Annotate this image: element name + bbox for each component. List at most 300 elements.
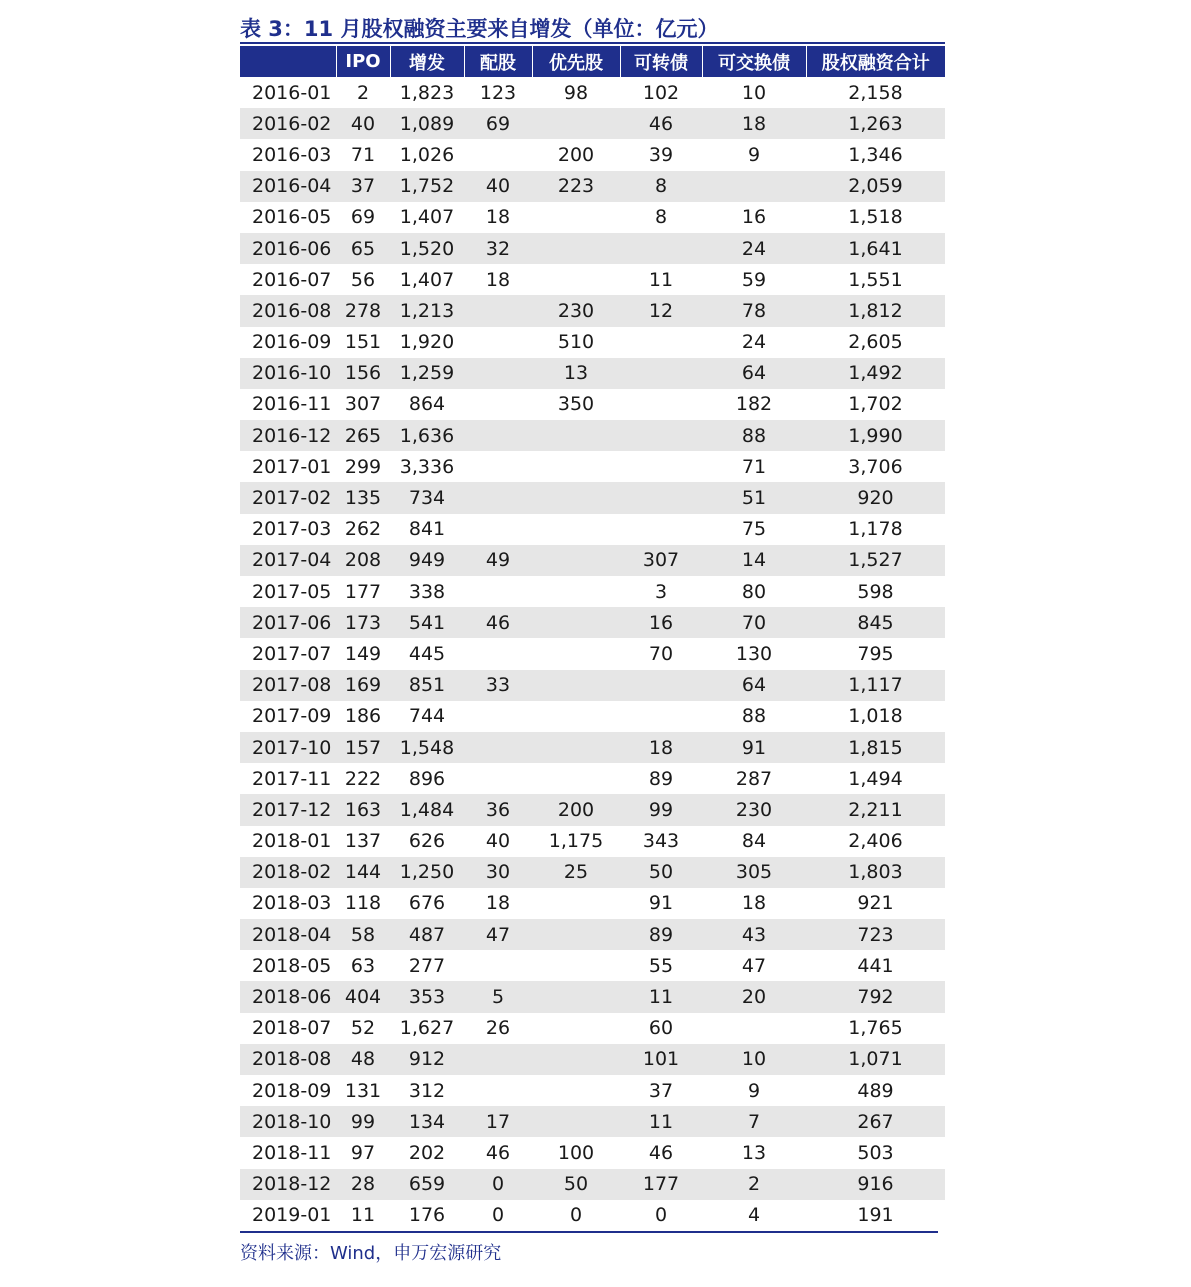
convertible-bond-cell: 70	[648, 642, 674, 665]
additional-issuance-cell: 864	[408, 393, 446, 416]
date-cell: 2019-01	[252, 1204, 332, 1227]
date-cell: 2017-04	[240, 545, 336, 576]
table-row	[240, 1075, 945, 1106]
ipo-cell: 135	[336, 482, 390, 513]
exchangeable-bond-cell: 88	[702, 420, 806, 451]
additional-issuance-cell: 445	[408, 642, 446, 665]
exchangeable-bond-cell: 287	[735, 767, 773, 790]
table-row	[240, 139, 945, 170]
date-cell: 2016-11	[252, 393, 332, 416]
rights-issue-cell	[464, 950, 532, 981]
convertible-bond-cell: 89	[620, 919, 702, 950]
preferred-stock-cell	[532, 607, 620, 638]
preferred-stock-cell	[532, 1044, 620, 1075]
additional-issuance-cell: 1,250	[390, 857, 464, 888]
ipo-cell: 11	[350, 1204, 376, 1227]
convertible-bond-cell: 18	[620, 732, 702, 763]
convertible-bond-cell: 3	[654, 580, 668, 603]
rights-issue-cell	[464, 638, 532, 669]
convertible-bond-cell: 89	[648, 767, 674, 790]
preferred-stock-cell	[532, 545, 620, 576]
exchangeable-bond-cell: 16	[741, 206, 767, 229]
rights-issue-cell	[464, 514, 532, 545]
table-row	[240, 451, 945, 482]
date-cell: 2016-05	[252, 206, 332, 229]
rights-issue-cell: 0	[464, 1169, 532, 1200]
total-cell: 2,211	[806, 794, 945, 825]
preferred-stock-cell: 223	[532, 171, 620, 202]
ipo-cell: 71	[350, 143, 376, 166]
total-cell: 3,706	[848, 455, 903, 478]
additional-issuance-cell: 1,484	[390, 794, 464, 825]
total-cell: 723	[806, 919, 945, 950]
convertible-bond-cell	[620, 420, 702, 451]
rights-issue-cell: 30	[464, 857, 532, 888]
convertible-bond-cell: 102	[642, 81, 680, 104]
preferred-stock-cell: 100	[557, 1141, 595, 1164]
rights-issue-cell	[464, 420, 532, 451]
preferred-stock-cell	[532, 981, 620, 1012]
preferred-stock-cell: 13	[532, 358, 620, 389]
financing-table	[240, 46, 945, 1231]
additional-issuance-cell: 1,920	[399, 331, 455, 354]
column-header-rights-issue: 配股	[464, 46, 532, 77]
additional-issuance-cell: 541	[390, 607, 464, 638]
table-row	[240, 732, 945, 763]
preferred-stock-cell: 200	[557, 143, 595, 166]
additional-issuance-cell: 312	[408, 1079, 446, 1102]
additional-issuance-cell: 896	[408, 767, 446, 790]
preferred-stock-cell	[532, 482, 620, 513]
ipo-cell: 137	[344, 830, 382, 853]
date-cell: 2017-05	[252, 580, 332, 603]
exchangeable-bond-cell: 18	[741, 892, 767, 915]
exchangeable-bond-cell: 75	[741, 518, 767, 541]
date-cell: 2017-03	[252, 518, 332, 541]
total-cell: 1,518	[848, 206, 903, 229]
additional-issuance-cell: 1,259	[390, 358, 464, 389]
date-cell: 2017-06	[240, 607, 336, 638]
preferred-stock-cell	[532, 670, 620, 701]
preferred-stock-cell	[532, 264, 620, 295]
exchangeable-bond-cell: 18	[702, 108, 806, 139]
date-cell: 2016-10	[240, 358, 336, 389]
additional-issuance-cell: 277	[408, 954, 446, 977]
rights-issue-cell: 123	[479, 81, 517, 104]
additional-issuance-cell: 851	[390, 670, 464, 701]
exchangeable-bond-cell: 59	[741, 268, 767, 291]
convertible-bond-cell: 307	[620, 545, 702, 576]
convertible-bond-cell	[620, 514, 702, 545]
ipo-cell: 156	[336, 358, 390, 389]
ipo-cell: 173	[336, 607, 390, 638]
ipo-cell: 151	[344, 331, 382, 354]
table-row	[240, 981, 945, 1012]
ipo-cell: 131	[344, 1079, 382, 1102]
exchangeable-bond-cell: 64	[702, 670, 806, 701]
ipo-cell: 307	[344, 393, 382, 416]
additional-issuance-cell: 912	[390, 1044, 464, 1075]
table-row	[240, 77, 945, 108]
total-cell: 1,815	[806, 732, 945, 763]
rights-issue-cell: 46	[485, 1141, 511, 1164]
preferred-stock-cell: 230	[532, 295, 620, 326]
table-figure	[240, 14, 945, 1265]
table-row	[240, 1137, 945, 1168]
date-cell: 2016-06	[240, 233, 336, 264]
ipo-cell: 2	[356, 81, 370, 104]
preferred-stock-cell: 200	[532, 794, 620, 825]
rights-issue-cell: 40	[464, 171, 532, 202]
ipo-cell: 48	[336, 1044, 390, 1075]
convertible-bond-cell: 39	[648, 143, 674, 166]
table-row	[240, 888, 945, 919]
convertible-bond-cell	[620, 451, 702, 482]
preferred-stock-cell	[532, 1106, 620, 1137]
table-row	[240, 919, 945, 950]
preferred-stock-cell: 0	[569, 1204, 583, 1227]
total-cell: 2,406	[848, 830, 903, 853]
convertible-bond-cell: 11	[620, 1106, 702, 1137]
total-cell: 267	[806, 1106, 945, 1137]
date-cell: 2016-03	[252, 143, 332, 166]
total-cell: 1,494	[848, 767, 903, 790]
rights-issue-cell: 32	[464, 233, 532, 264]
table-row	[240, 1044, 945, 1075]
rights-issue-cell	[464, 1044, 532, 1075]
ipo-cell: 52	[350, 1017, 376, 1040]
convertible-bond-cell: 101	[620, 1044, 702, 1075]
rights-issue-cell	[464, 482, 532, 513]
ipo-cell: 169	[336, 670, 390, 701]
total-cell: 1,702	[848, 393, 903, 416]
total-cell: 1,765	[848, 1017, 903, 1040]
convertible-bond-cell: 0	[654, 1204, 668, 1227]
total-cell: 920	[806, 482, 945, 513]
total-cell: 1,018	[848, 705, 903, 728]
convertible-bond-cell: 60	[648, 1017, 674, 1040]
convertible-bond-cell: 50	[620, 857, 702, 888]
date-cell: 2018-08	[240, 1044, 336, 1075]
additional-issuance-cell: 734	[390, 482, 464, 513]
rights-issue-cell: 0	[491, 1204, 505, 1227]
additional-issuance-cell: 338	[408, 580, 446, 603]
convertible-bond-cell	[620, 358, 702, 389]
exchangeable-bond-cell: 305	[702, 857, 806, 888]
table-row	[240, 295, 945, 326]
rights-issue-cell: 26	[485, 1017, 511, 1040]
additional-issuance-cell: 1,089	[390, 108, 464, 139]
preferred-stock-cell	[532, 919, 620, 950]
date-cell: 2018-05	[252, 954, 332, 977]
ipo-cell: 65	[336, 233, 390, 264]
total-cell: 916	[806, 1169, 945, 1200]
total-cell: 1,492	[806, 358, 945, 389]
exchangeable-bond-cell: 10	[702, 1044, 806, 1075]
total-cell: 1,990	[806, 420, 945, 451]
column-header-exchangeable-bond: 可交换债	[702, 46, 806, 77]
date-cell: 2018-12	[240, 1169, 336, 1200]
additional-issuance-cell: 841	[408, 518, 446, 541]
rights-issue-cell: 69	[464, 108, 532, 139]
date-cell: 2017-09	[252, 705, 332, 728]
rights-issue-cell	[464, 701, 532, 732]
preferred-stock-cell	[532, 576, 620, 607]
ipo-cell: 265	[336, 420, 390, 451]
exchangeable-bond-cell: 14	[702, 545, 806, 576]
ipo-cell: 404	[336, 981, 390, 1012]
source-note: 资料来源：Wind，申万宏源研究	[240, 1242, 502, 1264]
table-row	[240, 233, 945, 264]
rights-issue-cell	[464, 358, 532, 389]
table-row	[240, 171, 945, 202]
total-cell: 1,346	[848, 143, 903, 166]
ipo-cell: 118	[344, 892, 382, 915]
table-body	[240, 77, 945, 1231]
convertible-bond-cell: 46	[620, 108, 702, 139]
convertible-bond-cell	[620, 233, 702, 264]
convertible-bond-cell: 8	[654, 206, 668, 229]
ipo-cell: 97	[350, 1141, 376, 1164]
ipo-cell: 37	[336, 171, 390, 202]
additional-issuance-cell: 1,548	[390, 732, 464, 763]
total-cell: 503	[857, 1141, 894, 1164]
convertible-bond-cell: 11	[648, 268, 674, 291]
table-row	[240, 482, 945, 513]
exchangeable-bond-cell	[702, 1013, 806, 1044]
exchangeable-bond-cell	[702, 171, 806, 202]
total-cell: 441	[857, 954, 894, 977]
additional-issuance-cell: 626	[408, 830, 446, 853]
convertible-bond-cell: 99	[620, 794, 702, 825]
table-row	[240, 670, 945, 701]
preferred-stock-cell: 98	[563, 81, 589, 104]
bottom-rule	[240, 1231, 938, 1233]
preferred-stock-cell	[532, 638, 620, 669]
ipo-cell: 28	[336, 1169, 390, 1200]
total-cell: 792	[806, 981, 945, 1012]
table-row	[240, 826, 945, 857]
table-row	[240, 108, 945, 139]
additional-issuance-cell: 949	[390, 545, 464, 576]
preferred-stock-cell	[532, 202, 620, 233]
date-cell: 2016-12	[240, 420, 336, 451]
date-cell: 2017-07	[252, 642, 332, 665]
ipo-cell: 40	[336, 108, 390, 139]
rights-issue-cell	[464, 295, 532, 326]
exchangeable-bond-cell: 88	[741, 705, 767, 728]
additional-issuance-cell: 1,407	[399, 268, 455, 291]
convertible-bond-cell: 91	[648, 892, 674, 915]
exchangeable-bond-cell: 9	[747, 143, 761, 166]
date-cell: 2017-08	[240, 670, 336, 701]
rights-issue-cell: 36	[464, 794, 532, 825]
date-cell: 2018-09	[252, 1079, 332, 1102]
total-cell: 2,605	[848, 331, 903, 354]
exchangeable-bond-cell: 182	[735, 393, 773, 416]
total-cell: 2,059	[806, 171, 945, 202]
ipo-cell: 99	[336, 1106, 390, 1137]
ipo-cell: 144	[336, 857, 390, 888]
total-cell: 1,803	[806, 857, 945, 888]
table-row	[240, 638, 945, 669]
preferred-stock-cell	[532, 514, 620, 545]
additional-issuance-cell: 134	[390, 1106, 464, 1137]
ipo-cell: 278	[336, 295, 390, 326]
rights-issue-cell: 40	[485, 830, 511, 853]
rights-issue-cell: 18	[485, 268, 511, 291]
date-cell: 2017-10	[240, 732, 336, 763]
ipo-cell: 69	[350, 206, 376, 229]
column-header-ipo: IPO	[336, 46, 390, 77]
date-cell: 2018-04	[240, 919, 336, 950]
preferred-stock-cell	[532, 420, 620, 451]
table-row	[240, 950, 945, 981]
ipo-cell: 222	[344, 767, 382, 790]
date-cell: 2018-10	[240, 1106, 336, 1137]
total-cell: 1,551	[848, 268, 903, 291]
rights-issue-cell: 33	[464, 670, 532, 701]
table-row	[240, 514, 945, 545]
column-header-convertible-bond: 可转债	[620, 46, 702, 77]
convertible-bond-cell	[620, 701, 702, 732]
preferred-stock-cell	[532, 732, 620, 763]
rights-issue-cell	[464, 763, 532, 794]
exchangeable-bond-cell: 24	[702, 233, 806, 264]
preferred-stock-cell: 1,175	[548, 830, 604, 853]
exchangeable-bond-cell: 13	[741, 1141, 767, 1164]
additional-issuance-cell: 176	[408, 1204, 446, 1227]
column-header-date	[240, 46, 336, 77]
convertible-bond-cell	[620, 482, 702, 513]
convertible-bond-cell	[620, 670, 702, 701]
table-row	[240, 1169, 945, 1200]
date-cell: 2016-02	[240, 108, 336, 139]
rights-issue-cell	[464, 1075, 532, 1106]
additional-issuance-cell: 1,407	[399, 206, 455, 229]
convertible-bond-cell	[620, 389, 702, 420]
table-row	[240, 576, 945, 607]
additional-issuance-cell: 1,026	[399, 143, 455, 166]
date-cell: 2016-07	[252, 268, 332, 291]
rights-issue-cell	[464, 732, 532, 763]
ipo-cell: 262	[344, 518, 382, 541]
date-cell: 2016-09	[252, 331, 332, 354]
rights-issue-cell	[464, 576, 532, 607]
table-row	[240, 202, 945, 233]
date-cell: 2016-01	[252, 81, 332, 104]
exchangeable-bond-cell: 47	[741, 954, 767, 977]
additional-issuance-cell: 659	[390, 1169, 464, 1200]
exchangeable-bond-cell: 70	[702, 607, 806, 638]
additional-issuance-cell: 744	[408, 705, 446, 728]
table-row	[240, 545, 945, 576]
date-cell: 2018-01	[252, 830, 332, 853]
rights-issue-cell: 18	[485, 892, 511, 915]
additional-issuance-cell: 676	[408, 892, 446, 915]
rights-issue-cell: 47	[464, 919, 532, 950]
table-row	[240, 1106, 945, 1137]
date-cell: 2018-11	[252, 1141, 332, 1164]
preferred-stock-cell	[532, 108, 620, 139]
exchangeable-bond-cell: 130	[735, 642, 773, 665]
convertible-bond-cell: 11	[620, 981, 702, 1012]
exchangeable-bond-cell: 7	[702, 1106, 806, 1137]
convertible-bond-cell: 46	[648, 1141, 674, 1164]
convertible-bond-cell: 37	[648, 1079, 674, 1102]
convertible-bond-cell: 8	[620, 171, 702, 202]
rights-issue-cell	[464, 139, 532, 170]
ipo-cell: 157	[336, 732, 390, 763]
total-cell: 845	[806, 607, 945, 638]
preferred-stock-cell	[532, 763, 620, 794]
date-cell: 2017-11	[252, 767, 332, 790]
ipo-cell: 63	[350, 954, 376, 977]
total-cell: 489	[857, 1079, 894, 1102]
exchangeable-bond-cell: 43	[702, 919, 806, 950]
exchangeable-bond-cell: 78	[702, 295, 806, 326]
exchangeable-bond-cell: 64	[702, 358, 806, 389]
ipo-cell: 186	[344, 705, 382, 728]
total-cell: 1,178	[848, 518, 903, 541]
ipo-cell: 149	[344, 642, 382, 665]
table-row	[240, 763, 945, 794]
preferred-stock-cell: 25	[532, 857, 620, 888]
table-row	[240, 1013, 945, 1044]
table-row	[240, 607, 945, 638]
table-row	[240, 358, 945, 389]
date-cell: 2016-08	[240, 295, 336, 326]
date-cell: 2018-02	[240, 857, 336, 888]
convertible-bond-cell: 343	[642, 830, 680, 853]
exchangeable-bond-cell: 51	[702, 482, 806, 513]
preferred-stock-cell	[532, 701, 620, 732]
table-row	[240, 794, 945, 825]
date-cell: 2016-04	[240, 171, 336, 202]
total-cell: 1,527	[806, 545, 945, 576]
preferred-stock-cell	[532, 1075, 620, 1106]
total-cell: 1,263	[806, 108, 945, 139]
additional-issuance-cell: 3,336	[399, 455, 455, 478]
additional-issuance-cell: 1,520	[390, 233, 464, 264]
additional-issuance-cell: 487	[390, 919, 464, 950]
table-header-row	[240, 46, 945, 77]
table-row	[240, 1200, 945, 1231]
rights-issue-cell	[464, 389, 532, 420]
convertible-bond-cell: 177	[620, 1169, 702, 1200]
total-cell: 1,071	[806, 1044, 945, 1075]
convertible-bond-cell: 55	[648, 954, 674, 977]
exchangeable-bond-cell: 4	[747, 1204, 761, 1227]
total-cell: 1,641	[806, 233, 945, 264]
total-cell: 1,812	[806, 295, 945, 326]
additional-issuance-cell: 1,636	[390, 420, 464, 451]
ipo-cell: 56	[350, 268, 376, 291]
exchangeable-bond-cell: 20	[702, 981, 806, 1012]
additional-issuance-cell: 1,627	[399, 1017, 455, 1040]
additional-issuance-cell: 353	[390, 981, 464, 1012]
preferred-stock-cell: 510	[557, 331, 595, 354]
additional-issuance-cell: 1,752	[390, 171, 464, 202]
table-row	[240, 264, 945, 295]
preferred-stock-cell	[532, 888, 620, 919]
total-cell: 191	[857, 1204, 894, 1227]
preferred-stock-cell	[532, 233, 620, 264]
exchangeable-bond-cell: 9	[747, 1079, 761, 1102]
exchangeable-bond-cell: 91	[702, 732, 806, 763]
exchangeable-bond-cell: 10	[741, 81, 767, 104]
table-row	[240, 857, 945, 888]
